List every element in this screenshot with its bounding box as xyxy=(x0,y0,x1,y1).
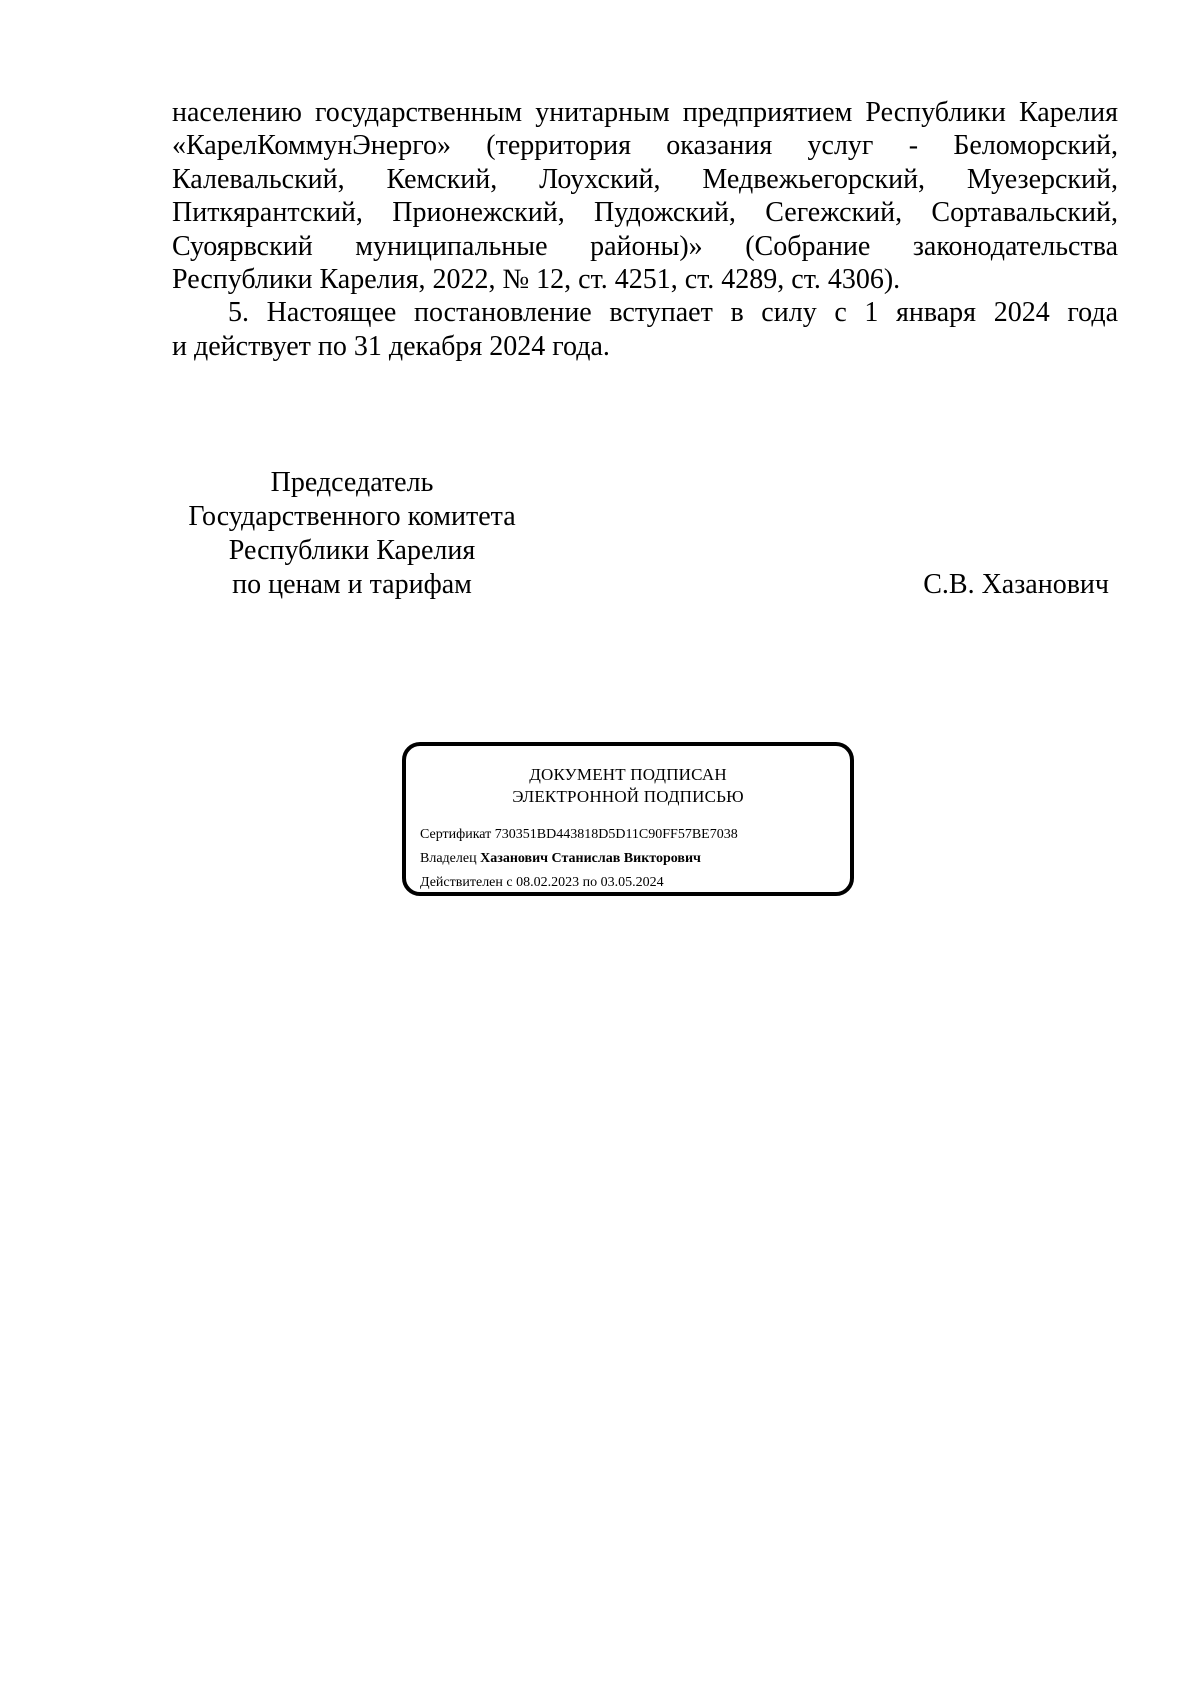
body-line: Питкярантский, Прионежский, Пудожский, Сегежский, Сортавальский, xyxy=(172,197,1118,229)
position-line: Республики Карелия xyxy=(228,535,476,566)
stamp-certificate-row xyxy=(420,823,738,847)
stamp-owner-row xyxy=(420,847,738,871)
body-text xyxy=(172,96,1118,363)
body-line: населению государственным унитарным предприятием Республики Карелия xyxy=(172,97,1118,128)
paragraph-5-line-2: и действует по 31 декабря 2024 года. xyxy=(172,330,610,362)
electronic-signature-stamp xyxy=(402,742,854,896)
body-line: Республики Карелия, 2022, № 12, ст. 4251, ст. 4289, ст. 4306). xyxy=(172,263,901,295)
paragraph-5-line-1: 5. Настоящее постановление вступает в силу с 1 января 2024 года xyxy=(228,297,1118,329)
valid-from: 08.02.2023 xyxy=(516,875,580,890)
signatory-name: С.В. Хазанович xyxy=(923,569,1109,600)
stamp-title-line: ЭЛЕКТРОННОЙ ПОДПИСЬЮ xyxy=(512,787,744,806)
position-line: по ценам и тарифам xyxy=(232,569,472,600)
body-line: Суоярвский муниципальные районы)» (Собрание законодательства xyxy=(172,230,1118,262)
valid-to: 03.05.2024 xyxy=(600,875,664,890)
owner-label: Владелец xyxy=(420,851,477,866)
signatory-position xyxy=(172,466,532,602)
stamp-title-line: ДОКУМЕНТ ПОДПИСАН xyxy=(529,765,727,784)
certificate-label: Сертификат xyxy=(420,827,492,842)
valid-label: Действителен с xyxy=(420,875,513,890)
owner-value: Хазанович Станислав Викторович xyxy=(480,851,701,866)
valid-to-label: по xyxy=(582,875,598,890)
body-line: Калевальский, Кемский, Лоухский, Медвежьегорский, Муезерский, xyxy=(172,163,1118,195)
stamp-details xyxy=(420,823,738,895)
stamp-title xyxy=(406,764,850,808)
position-line: Государственного комитета xyxy=(188,501,516,532)
position-line: Председатель xyxy=(270,467,434,498)
body-line: «КарелКоммунЭнерго» (территория оказания услуг - Беломорский, xyxy=(172,130,1118,162)
stamp-validity-row xyxy=(420,871,738,895)
certificate-value: 730351BD443818D5D11C90FF57BE7038 xyxy=(494,827,738,842)
